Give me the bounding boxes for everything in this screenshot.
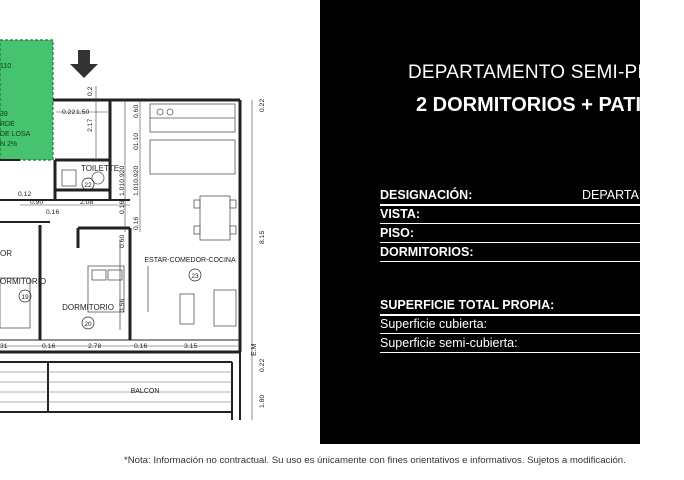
superficie-total-label: SUPERFICIE TOTAL PROPIA: <box>380 298 555 312</box>
toilette-label: TOILETTE <box>80 164 120 173</box>
dim-label: 8.15 <box>259 230 266 244</box>
dim-label: 3.15 <box>184 343 198 350</box>
row-dormitorios <box>380 243 650 262</box>
row-superficie-semi <box>380 334 650 353</box>
patio-number: 110 <box>0 63 12 70</box>
dim-label: 0.12 <box>18 191 32 198</box>
dim-label: 2.17 <box>87 118 94 132</box>
dim-label: 0.16 <box>46 209 60 216</box>
em-label: E.M <box>251 343 258 356</box>
dim-label: 0.16 <box>42 343 56 350</box>
dim-label: 0.60 <box>133 104 140 118</box>
floor-plan <box>0 0 320 444</box>
dim-label: 0.90 <box>30 199 44 206</box>
superficie-cubierta-label: Superficie cubierta: <box>380 317 488 331</box>
balcon-label: BALCON <box>130 388 160 395</box>
dim-label: 1.010.920 <box>133 165 140 196</box>
dormitorio-number: 20 <box>84 321 92 328</box>
patio-line-1: 39 <box>0 111 8 118</box>
designacion-label: DESIGNACIÓN: <box>380 188 473 202</box>
dim-label: 1.50 <box>76 109 90 116</box>
dormitorio-b-label: ORMITORIO <box>0 277 47 286</box>
dim-label: 01.10 <box>133 132 140 150</box>
entry-arrow-icon <box>70 50 98 78</box>
dim-label: 1.010.920 <box>119 165 126 196</box>
dim-label: 31 <box>0 343 8 350</box>
row-superficie-total <box>380 296 650 316</box>
dim-label: 0.16 <box>134 343 148 350</box>
dim-label: 2.78 <box>88 343 102 350</box>
designacion-value: DEPARTAMENTO <box>582 188 684 202</box>
superficie-semi-label: Superficie semi-cubierta: <box>380 336 518 350</box>
row-piso <box>380 224 650 243</box>
piso-label: PISO: <box>380 226 415 240</box>
dim-label: 0.60 <box>119 234 126 248</box>
dim-label: 0.22 <box>62 109 76 116</box>
unit-subtitle: 2 DORMITORIOS + PATIO <box>416 94 657 116</box>
dormitorios-label: DORMITORIOS: <box>380 245 474 259</box>
dim-label: 0.2 <box>87 86 94 96</box>
hall-label: OR <box>0 249 12 258</box>
dim-label: 3.56 <box>119 298 126 312</box>
patio-line-3: DE LOSA <box>0 131 31 138</box>
dim-label: 1.80 <box>259 394 266 408</box>
info-panel <box>320 0 684 444</box>
dim-label: 0.22 <box>259 98 266 112</box>
dim-label: 2.08 <box>80 199 94 206</box>
patio-line-2: RDE <box>0 121 15 128</box>
dim-label: 0.16 <box>133 216 140 230</box>
patio-line-4: N 2% <box>0 141 18 148</box>
disclaimer-note: *Nota: Información no contractual. Su uso es únicamente con fines orientativos e informativos. Sujetos a modificación. <box>124 455 626 466</box>
estar-label: ESTAR-COMEDOR-COCINA <box>144 257 236 264</box>
floor-plan-drawing <box>0 0 320 444</box>
estar-number: 23 <box>191 273 199 280</box>
dormitorio-b-number: 19 <box>21 294 29 301</box>
vista-label: VISTA: <box>380 207 421 221</box>
dormitorio-label: DORMITORIO <box>62 303 114 312</box>
dim-label: 0.22 <box>259 358 266 372</box>
unit-type-title: DEPARTAMENTO SEMI-PISO <box>408 62 671 83</box>
row-vista <box>380 205 650 224</box>
dim-label: 0.16 <box>119 200 126 214</box>
toilette-number: 22 <box>84 182 92 189</box>
row-designacion <box>380 186 684 206</box>
row-superficie-cubierta <box>380 315 650 334</box>
